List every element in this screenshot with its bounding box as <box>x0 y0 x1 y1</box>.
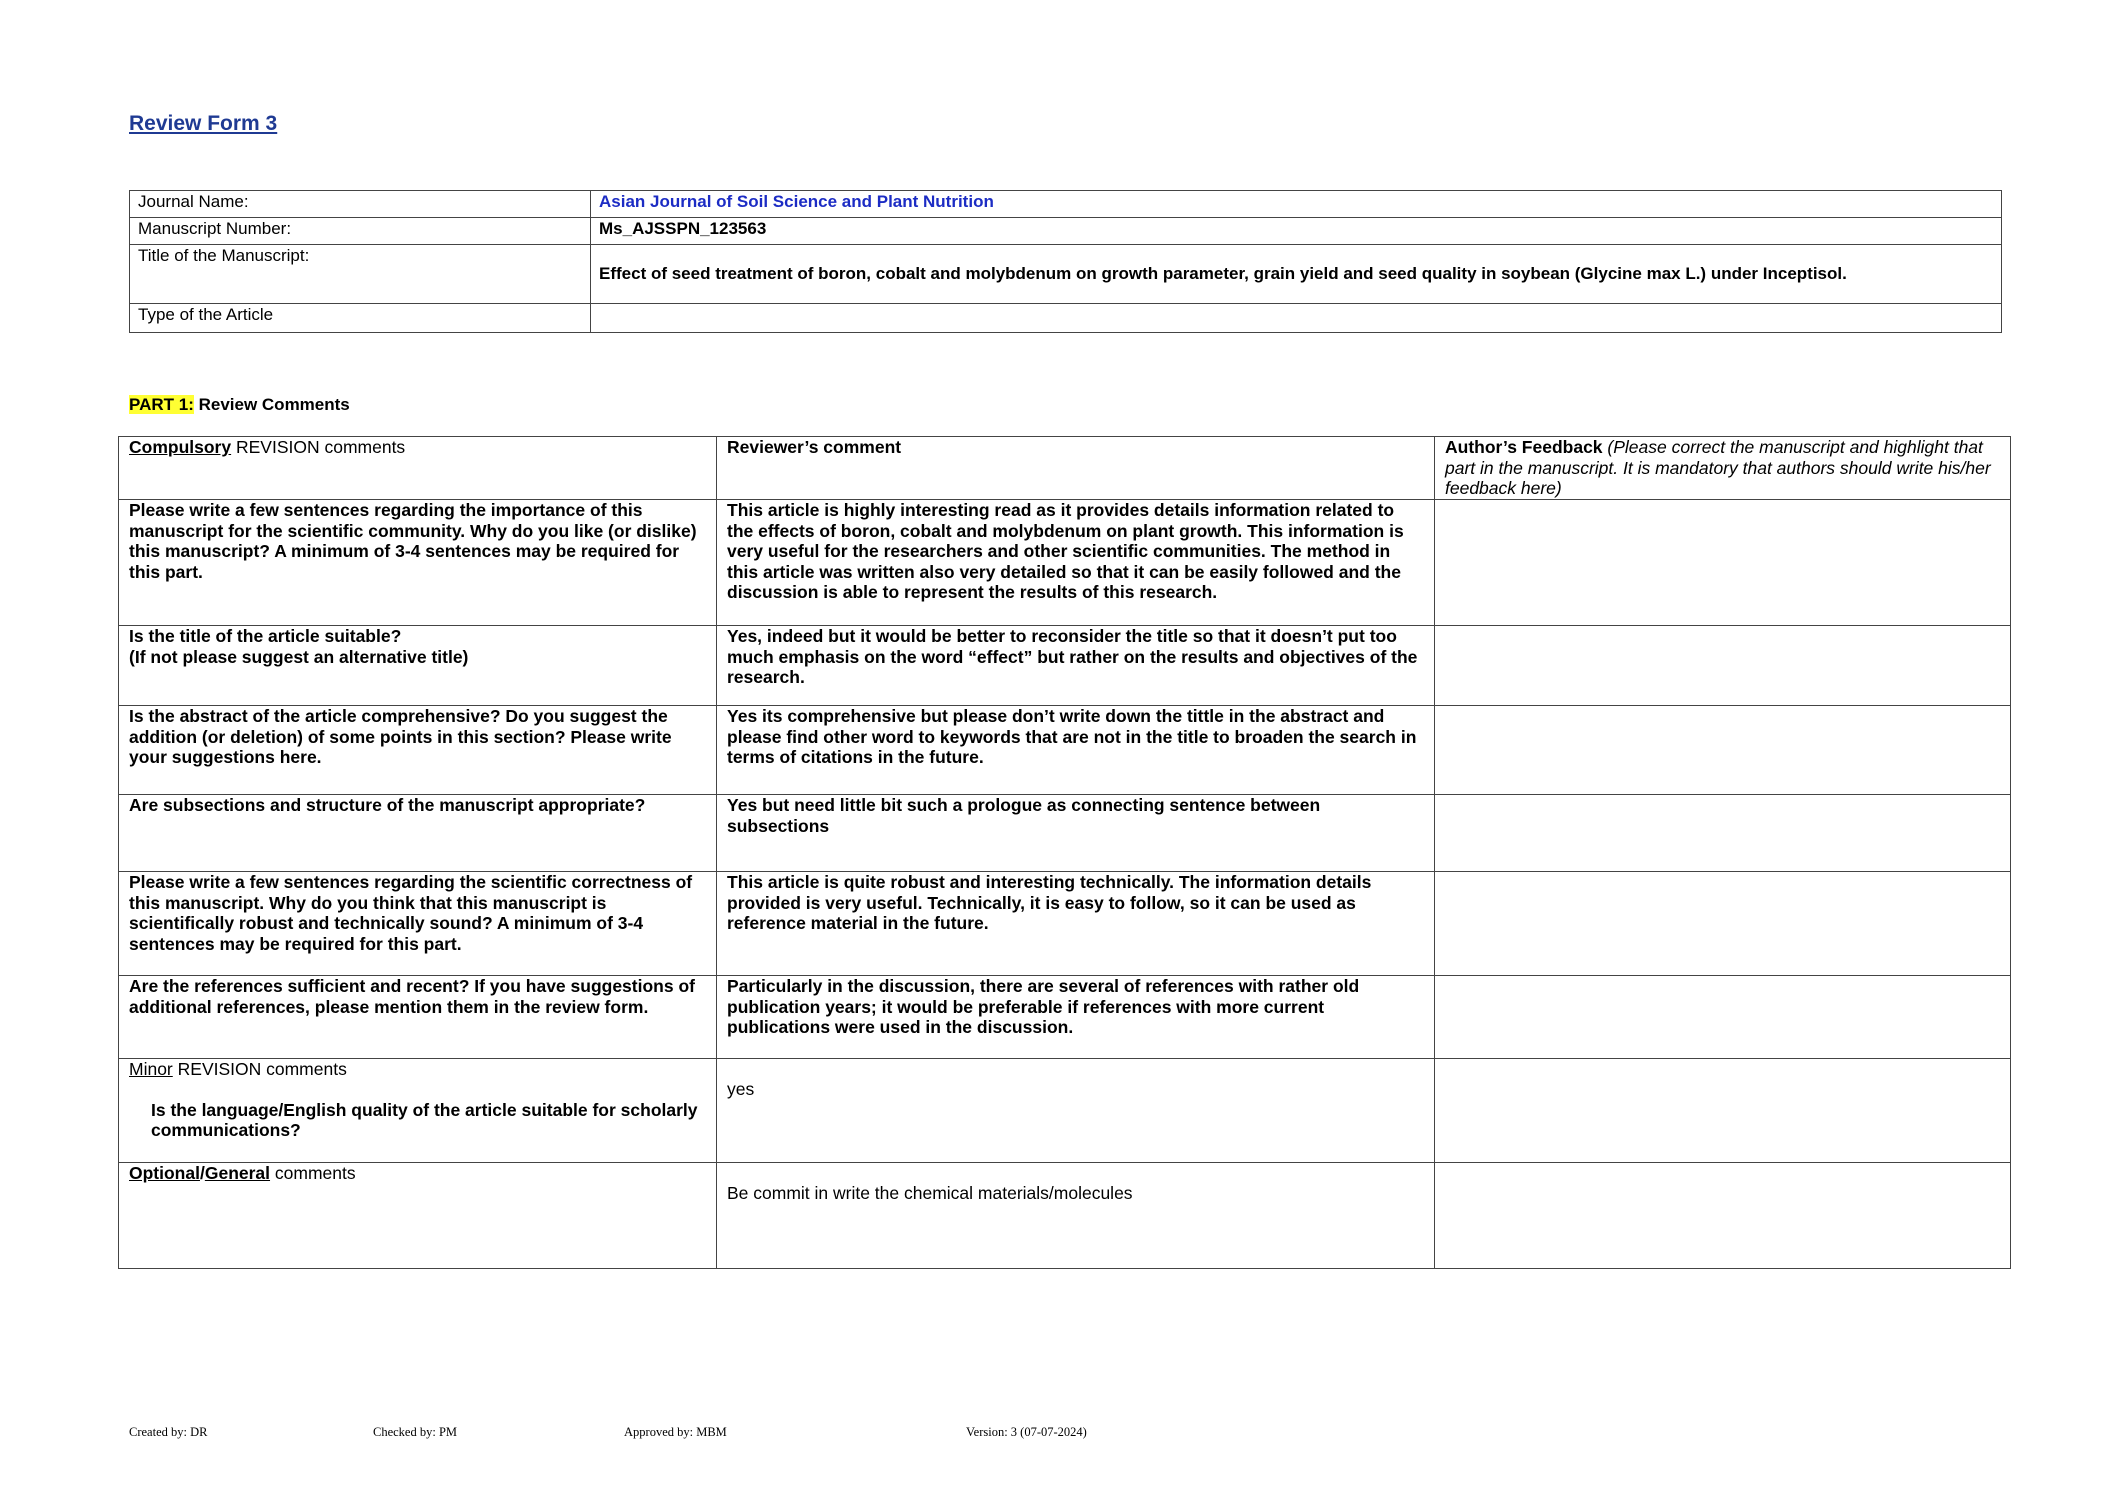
manuscript-number-value: Ms_AJSSPN_123563 <box>591 218 2002 245</box>
part1-label: PART 1: <box>129 395 194 414</box>
manuscript-title-row <box>130 245 2002 304</box>
minor-revision-row <box>119 1059 2011 1163</box>
question-language: Is the language/English quality of the article suitable for scholarly communications? <box>151 1099 698 1140</box>
optional-label-rest: comments <box>270 1163 356 1183</box>
author-feedback-label: Author’s Feedback <box>1445 437 1603 457</box>
footer-approved-by: Approved by: MBM <box>624 1425 727 1439</box>
reviewer-comment-importance: This article is highly interesting read as it provides details information related to the effects of boron, cobalt and molybdenum on plant growth. This information is very useful for the researchers and other scientific communities. The method in this article was written also very detailed so that it can be easily followed and the discussion is able to represent the results of this research. <box>717 500 1435 626</box>
compulsory-header <box>119 437 717 500</box>
compulsory-label-rest: REVISION comments <box>231 437 406 457</box>
reviewer-comment-optional-text: Be commit in write the chemical materials/molecules <box>727 1183 1133 1203</box>
footer-checked-by: Checked by: PM <box>373 1425 458 1439</box>
reviewer-comment-optional <box>717 1163 1435 1269</box>
author-feedback-cell[interactable] <box>1435 1163 2011 1269</box>
reviewer-comment-language-text: yes <box>727 1079 755 1099</box>
review-row <box>119 706 2011 795</box>
question-correctness: Please write a few sentences regarding the scientific correctness of this manuscript. Why do you think that this manuscript is scientifically robust and technically sound? A minimum of 3-4 sentences may be required for this part. <box>119 872 717 976</box>
author-feedback-cell[interactable] <box>1435 706 2011 795</box>
form-title: Review Form 3 <box>129 112 278 135</box>
optional-slash: / <box>199 1163 205 1183</box>
journal-value: Asian Journal of Soil Science and Plant Nutrition <box>591 191 2002 218</box>
question-title <box>119 626 717 706</box>
optional-comments-cell <box>119 1163 717 1269</box>
minor-label-rest: REVISION comments <box>172 1059 347 1079</box>
compulsory-label: Compulsory <box>129 437 232 457</box>
reviewer-comment-title: Yes, indeed but it would be better to reconsider the title so that it doesn’t put too much emphasis on the word “effect” but rather on the results and objectives of the research. <box>717 626 1435 706</box>
review-row <box>119 500 2011 626</box>
author-feedback-cell[interactable] <box>1435 1059 2011 1163</box>
manuscript-number-label: Manuscript Number: <box>130 218 591 245</box>
author-feedback-cell[interactable] <box>1435 500 2011 626</box>
article-type-label: Type of the Article <box>130 304 591 333</box>
reviewer-comment-subsections: Yes but need little bit such a prologue as connecting sentence between subsections <box>717 795 1435 872</box>
article-type-value <box>591 304 2002 333</box>
reviewer-comment-header: Reviewer’s comment <box>717 437 1435 500</box>
author-feedback-cell[interactable] <box>1435 795 2011 872</box>
reviewer-comment-correctness: This article is quite robust and interesting technically. The information details provided is very useful. Technically, it is easy to follow, so it can be used as reference material in the future. <box>717 872 1435 976</box>
reviewer-comment-references: Particularly in the discussion, there are several of references with rather old publication years; it would be preferable if references with more current publications were used in the discussion. <box>717 976 1435 1059</box>
review-row <box>119 795 2011 872</box>
optional-label: Optional <box>129 1163 200 1183</box>
author-feedback-cell[interactable] <box>1435 976 2011 1059</box>
review-row <box>119 872 2011 976</box>
footer-version: Version: 3 (07-07-2024) <box>966 1425 1087 1439</box>
question-importance: Please write a few sentences regarding the importance of this manuscript for the scientific community. Why do you like (or dislike) this manuscript? A minimum of 3-4 sentences may be required for this part. <box>119 500 717 626</box>
author-feedback-header <box>1435 437 2011 500</box>
manuscript-number-row <box>130 218 2002 245</box>
question-references: Are the references sufficient and recent? If you have suggestions of additional references, please mention them in the review form. <box>119 976 717 1059</box>
journal-row <box>130 191 2002 218</box>
author-feedback-instruction: (Please correct the manuscript and highlight that part in the manuscript. It is mandatory that authors should write his/her feedback here) <box>1445 437 1991 498</box>
author-feedback-cell[interactable] <box>1435 872 2011 976</box>
minor-label: Minor <box>129 1059 173 1079</box>
minor-revision-cell <box>119 1059 717 1163</box>
question-abstract: Is the abstract of the article comprehensive? Do you suggest the addition (or deletion) of some points in this section? Please write your suggestions here. <box>119 706 717 795</box>
manuscript-title-value: Effect of seed treatment of boron, cobalt and molybdenum on growth parameter, grain yield and seed quality in soybean (Glycine max L.) under Inceptisol. <box>591 245 2002 304</box>
question-subsections: Are subsections and structure of the manuscript appropriate? <box>119 795 717 872</box>
journal-label: Journal Name: <box>130 191 591 218</box>
question-title-line1: Is the title of the article suitable? <box>129 626 402 646</box>
question-title-line2: (If not please suggest an alternative title) <box>129 646 469 667</box>
author-feedback-cell[interactable] <box>1435 626 2011 706</box>
optional-comments-row <box>119 1163 2011 1269</box>
review-header-row <box>119 437 2011 500</box>
part1-heading <box>129 395 350 415</box>
article-type-row <box>130 304 2002 333</box>
review-row <box>119 626 2011 706</box>
footer-created-by: Created by: DR <box>129 1425 208 1439</box>
manuscript-title-label: Title of the Manuscript: <box>130 245 591 304</box>
review-comments-table <box>118 436 2011 1269</box>
review-row <box>119 976 2011 1059</box>
minor-revision-label <box>129 1059 706 1080</box>
part1-title: Review Comments <box>198 395 350 414</box>
reviewer-comment-language <box>717 1059 1435 1163</box>
manuscript-info-table <box>129 190 2002 333</box>
reviewer-comment-abstract: Yes its comprehensive but please don’t write down the tittle in the abstract and please find other word to keywords that are not in the title to broaden the search in terms of citations in the future. <box>717 706 1435 795</box>
general-label: General <box>204 1163 271 1183</box>
